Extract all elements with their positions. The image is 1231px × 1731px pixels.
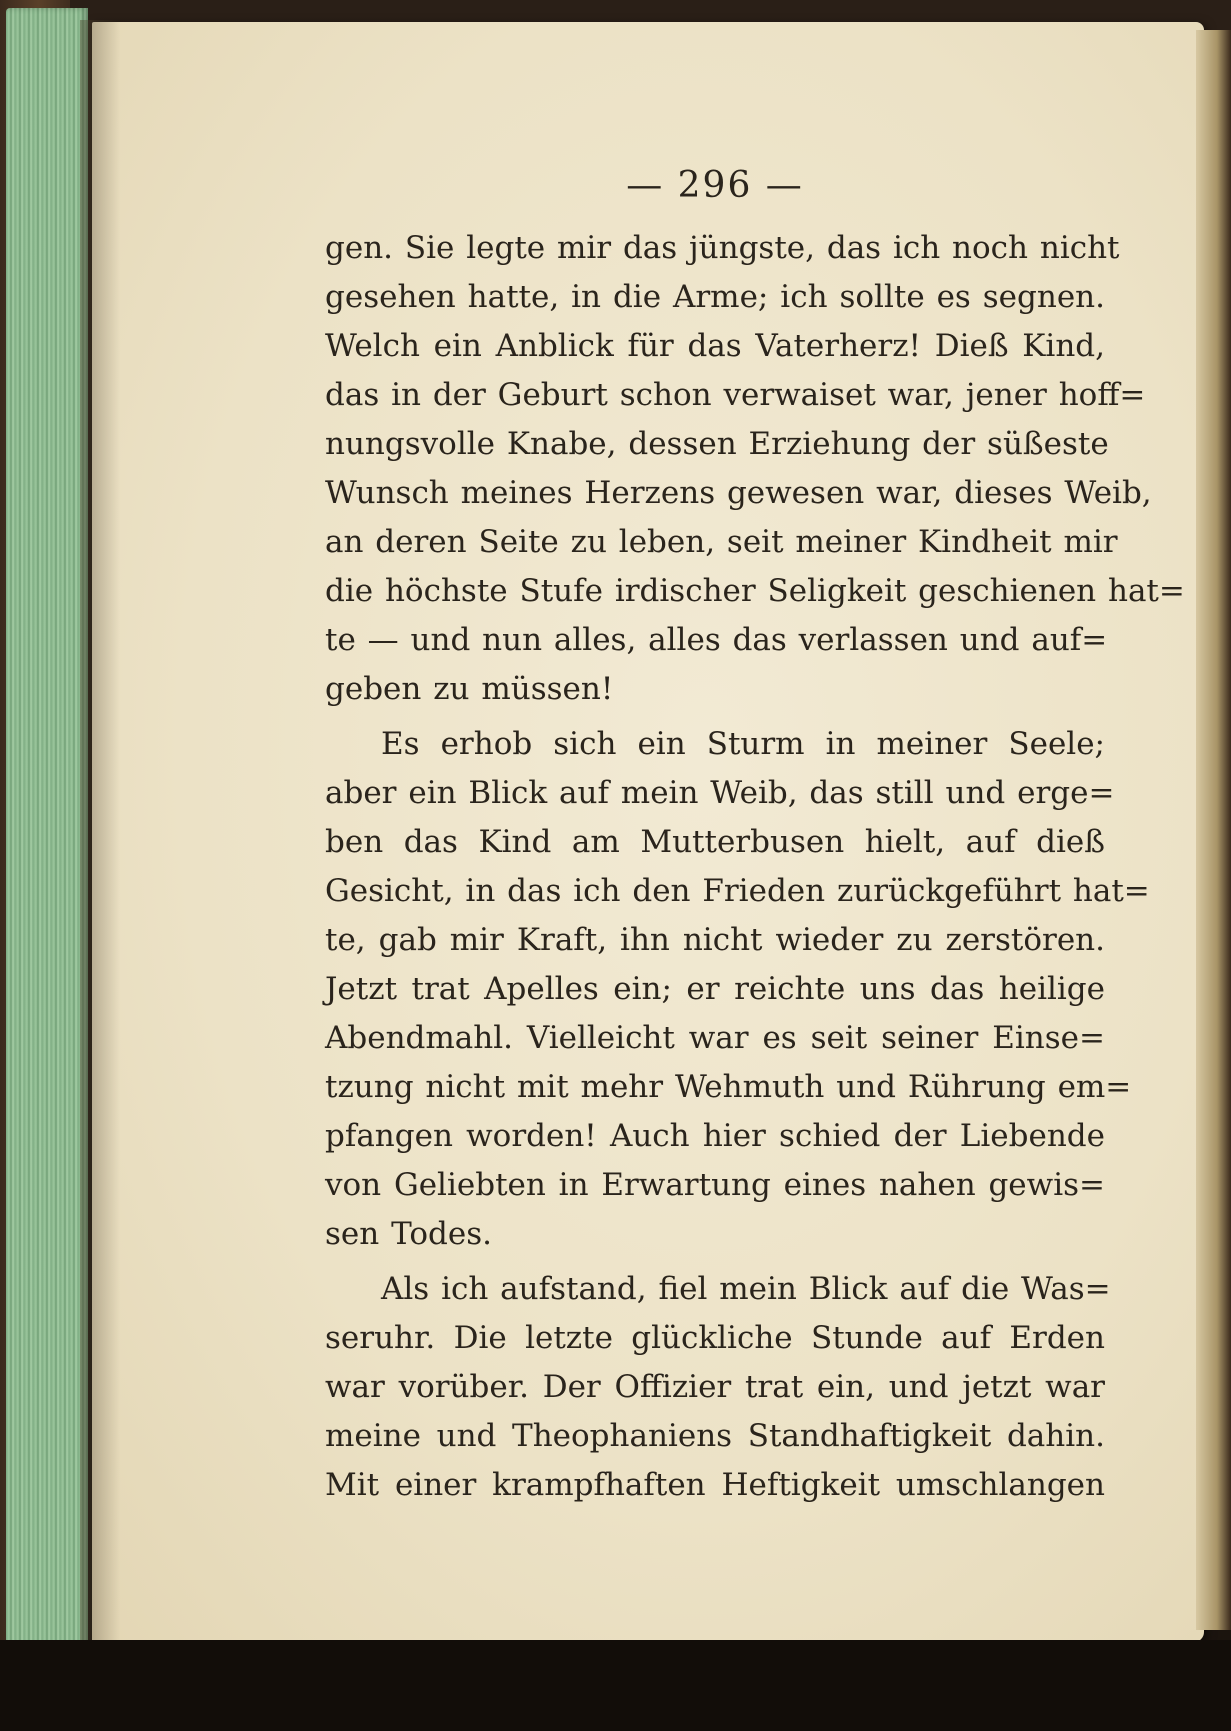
text-line: gen. Sie legte mir das jüngste, das ich noch nicht — [325, 230, 1120, 266]
text-line: an deren Seite zu leben, seit meiner Kindheit mir — [325, 524, 1118, 560]
text-block — [325, 165, 1185, 1510]
paragraph — [325, 224, 1185, 714]
background-bottom — [0, 1640, 1231, 1731]
text-line: Mit einer krampfhaften Heftigkeit umschlangen — [325, 1467, 1105, 1503]
paragraph — [325, 1265, 1111, 1510]
text-line: Wunsch meines Herzens gewesen war, dieses Weib, — [325, 475, 1152, 511]
page-edges — [6, 8, 88, 1648]
text-line: das in der Geburt schon verwaiset war, jener hoff= — [325, 377, 1146, 413]
text-line: gesehen hatte, in die Arme; ich sollte es segnen. — [325, 279, 1105, 315]
text-line: geben zu müssen! — [325, 671, 614, 707]
text-line: seruhr. Die letzte glückliche Stunde auf Erden — [325, 1320, 1105, 1356]
text-line: war vorüber. Der Offizier trat ein, und jetzt war — [325, 1369, 1105, 1405]
text-line: pfangen worden! Auch hier schied der Liebende — [325, 1118, 1105, 1154]
text-line: tzung nicht mit mehr Wehmuth und Rührung em= — [325, 1069, 1132, 1105]
text-line: te, gab mir Kraft, ihn nicht wieder zu zerstören. — [325, 922, 1105, 958]
text-line: Als ich aufstand, fiel mein Blick auf die Was= — [381, 1271, 1111, 1307]
text-line: die höchste Stufe irdischer Seligkeit geschienen hat= — [325, 573, 1185, 609]
text-line: Es erhob sich ein Sturm in meiner Seele; — [381, 726, 1105, 762]
page-number: — 296 — — [626, 165, 804, 206]
text-line: Abendmahl. Vielleicht war es seit seiner Einse= — [325, 1020, 1105, 1056]
text-line: ben das Kind am Mutterbusen hielt, auf dieß — [325, 824, 1105, 860]
text-line: Jetzt trat Apelles ein; er reichte uns das heilige — [325, 971, 1105, 1007]
paragraph — [325, 720, 1150, 1259]
page-right-edge — [1196, 30, 1231, 1630]
text-line: von Geliebten in Erwartung eines nahen gewis= — [325, 1167, 1105, 1203]
text-line: Gesicht, in das ich den Frieden zurückgeführt hat= — [325, 873, 1150, 909]
text-line: meine und Theophaniens Standhaftigkeit dahin. — [325, 1418, 1105, 1454]
text-line: Welch ein Anblick für das Vaterherz! Dieß Kind, — [325, 328, 1105, 364]
text-line: te — und nun alles, alles das verlassen und auf= — [325, 622, 1108, 658]
text-line: sen Todes. — [325, 1216, 492, 1252]
text-line: aber ein Blick auf mein Weib, das still und erge= — [325, 775, 1115, 811]
text-line: nungsvolle Knabe, dessen Erziehung der süßeste — [325, 426, 1109, 462]
gutter-shadow — [80, 20, 120, 1640]
